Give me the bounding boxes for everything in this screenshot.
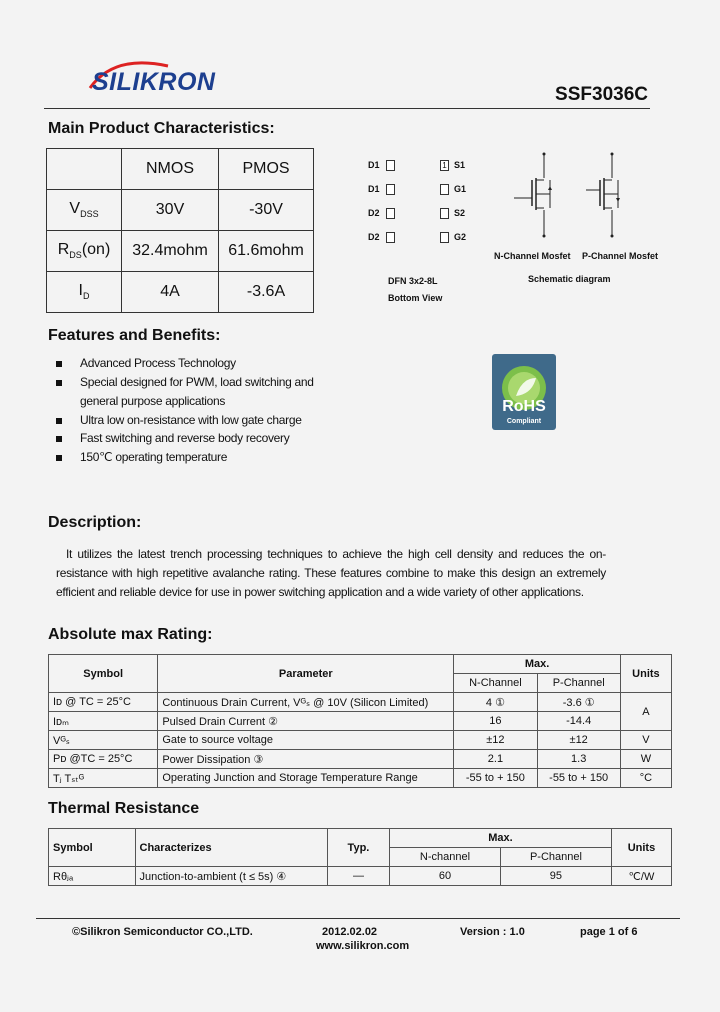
logo-text: SILIKRON bbox=[92, 68, 216, 96]
mpc-rdson-pmos: 61.6mohm bbox=[219, 231, 314, 272]
mpc-symbol-id: $I_D$ bbox=[47, 272, 122, 313]
table-row bbox=[49, 712, 672, 731]
feature-item: Ultra low on-resistance with low gate charge bbox=[56, 413, 302, 427]
amr-cell-units: V bbox=[620, 731, 671, 750]
pin-left-4: D2 bbox=[368, 232, 380, 242]
pin-left-3: D2 bbox=[368, 208, 380, 218]
rohs-label: RoHS bbox=[502, 398, 546, 415]
footer-divider bbox=[36, 918, 680, 919]
description-text: It utilizes the latest trench processing techniques to achieve the high cell density and reduces the on-resistance with high repetitive avalanche rating. These features combine to make this design an extremely efficient and reliable device for use in power switching application and a wide variety of other applications. bbox=[56, 547, 606, 599]
amr-header-n: N-Channel bbox=[454, 674, 537, 693]
abs-max-table bbox=[48, 654, 672, 788]
amr-cell-n: 16 bbox=[454, 712, 537, 731]
package-view: Bottom View bbox=[388, 293, 443, 303]
pad-icon bbox=[440, 184, 449, 195]
amr-cell-p: -55 to + 150 bbox=[537, 769, 620, 788]
amr-header-max: Max. bbox=[454, 655, 621, 674]
feature-item: Fast switching and reverse body recovery bbox=[56, 431, 289, 445]
description-title: Description: bbox=[48, 514, 142, 531]
table-row bbox=[49, 750, 672, 769]
amr-header-units: Units bbox=[620, 655, 671, 693]
mpc-rdson-nmos: 32.4mohm bbox=[122, 231, 219, 272]
thr-header-units: Units bbox=[611, 829, 671, 867]
amr-cell-p: -3.6 ① bbox=[537, 693, 620, 712]
mpc-vdss-nmos: 30V bbox=[122, 190, 219, 231]
thr-cell-char: Junction-to-ambient (t ≤ 5s) ④ bbox=[135, 867, 327, 886]
thr-header-max: Max. bbox=[390, 829, 612, 848]
mpc-symbol-vdss: $V_{DSS}$ bbox=[47, 190, 122, 231]
footer-date: 2012.02.02 bbox=[322, 926, 378, 938]
amr-cell-symbol: Pᴅ @TC = 25°C bbox=[49, 750, 158, 769]
company-logo bbox=[84, 62, 216, 100]
pin-left-1: D1 bbox=[368, 160, 380, 170]
abs-max-title: Absolute max Rating: bbox=[48, 626, 213, 643]
bullet-icon bbox=[56, 455, 62, 461]
amr-cell-symbol: Iᴅ @ TC = 25°C bbox=[49, 693, 158, 712]
amr-cell-n: ±12 bbox=[454, 731, 537, 750]
amr-cell-parameter: Pulsed Drain Current ② bbox=[158, 712, 454, 731]
main-characteristics-table bbox=[46, 148, 314, 313]
rohs-badge bbox=[492, 354, 556, 430]
package-pinout bbox=[368, 158, 470, 254]
n-channel-mosfet-icon bbox=[506, 150, 566, 242]
bullet-icon bbox=[56, 380, 62, 386]
amr-cell-units: °C bbox=[620, 769, 671, 788]
mpc-vdss-pmos: -30V bbox=[219, 190, 314, 231]
pad-icon bbox=[386, 232, 395, 243]
amr-cell-parameter: Continuous Drain Current, Vᴳₛ @ 10V (Silicon Limited) bbox=[158, 693, 454, 712]
thr-header-typ: Typ. bbox=[327, 829, 389, 867]
amr-header-parameter: Parameter bbox=[158, 655, 454, 693]
pin-right-1: S1 bbox=[454, 160, 466, 170]
amr-cell-units: W bbox=[620, 750, 671, 769]
amr-cell-symbol: Iᴅₘ bbox=[49, 712, 158, 731]
schematic-caption: Schematic diagram bbox=[528, 274, 611, 284]
amr-cell-p: ±12 bbox=[537, 731, 620, 750]
pin-right-2: G1 bbox=[454, 184, 467, 194]
pad-icon bbox=[440, 232, 449, 243]
table-row bbox=[49, 769, 672, 788]
mpc-header-pmos: PMOS bbox=[219, 149, 314, 190]
thermal-title: Thermal Resistance bbox=[48, 800, 200, 817]
thr-header-symbol: Symbol bbox=[49, 829, 136, 867]
amr-cell-n: -55 to + 150 bbox=[454, 769, 537, 788]
thr-cell-p: 95 bbox=[500, 867, 611, 886]
bullet-icon bbox=[56, 361, 62, 367]
table-row bbox=[49, 867, 672, 886]
amr-cell-parameter: Power Dissipation ③ bbox=[158, 750, 454, 769]
amr-cell-symbol: Vᴳₛ bbox=[49, 731, 158, 750]
bullet-icon bbox=[56, 436, 62, 442]
pin-right-4: G2 bbox=[454, 232, 467, 242]
footer-website[interactable]: www.silikron.com bbox=[316, 940, 410, 952]
amr-cell-units: A bbox=[620, 693, 671, 731]
thr-cell-units: ℃/W bbox=[611, 867, 671, 886]
pad-icon bbox=[386, 208, 395, 219]
pin-left-2: D1 bbox=[368, 184, 380, 194]
mpc-symbol-rdson: $R_{DS}(on)$ bbox=[47, 231, 122, 272]
amr-cell-parameter: Gate to source voltage bbox=[158, 731, 454, 750]
header-divider bbox=[44, 108, 650, 109]
p-channel-label: P-Channel Mosfet bbox=[582, 251, 659, 261]
feature-item: Advanced Process Technology bbox=[56, 356, 236, 370]
features-title: Features and Benefits: bbox=[48, 327, 221, 344]
rohs-sub: Compliant bbox=[506, 418, 542, 425]
amr-cell-n: 4 ① bbox=[454, 693, 537, 712]
part-number: SSF3036C bbox=[555, 84, 648, 105]
bullet-icon bbox=[56, 418, 62, 424]
footer-page: page 1 of 6 bbox=[580, 926, 638, 938]
pad-icon bbox=[386, 160, 395, 171]
mpc-header-blank bbox=[47, 149, 122, 190]
pad-icon bbox=[440, 208, 449, 219]
amr-cell-n: 2.1 bbox=[454, 750, 537, 769]
amr-cell-symbol: Tⱼ Tₛₜᴳ bbox=[49, 769, 158, 788]
feature-item-continued: general purpose applications bbox=[80, 394, 226, 408]
thr-header-n: N-channel bbox=[390, 848, 501, 867]
pad-icon bbox=[386, 184, 395, 195]
thr-cell-typ: — bbox=[327, 867, 389, 886]
main-characteristics-title: Main Product Characteristics: bbox=[48, 120, 275, 137]
mpc-id-nmos: 4A bbox=[122, 272, 219, 313]
pin1-marker: 1 bbox=[440, 160, 449, 171]
thr-header-char: Characterizes bbox=[135, 829, 327, 867]
footer-company: ©Silikron Semiconductor CO.,LTD. bbox=[72, 926, 253, 938]
pin-right-3: S2 bbox=[454, 208, 466, 218]
p-channel-mosfet-icon bbox=[582, 150, 642, 242]
thr-cell-symbol: Rθⱼₐ bbox=[49, 867, 136, 886]
thermal-table bbox=[48, 828, 672, 886]
amr-cell-p: -14.4 bbox=[537, 712, 620, 731]
feature-item: Special designed for PWM, load switching and bbox=[56, 375, 314, 389]
package-name: DFN 3x2-8L bbox=[388, 276, 438, 286]
thr-cell-n: 60 bbox=[390, 867, 501, 886]
amr-cell-p: 1.3 bbox=[537, 750, 620, 769]
thr-header-p: P-Channel bbox=[500, 848, 611, 867]
amr-cell-parameter: Operating Junction and Storage Temperature Range bbox=[158, 769, 454, 788]
amr-header-symbol: Symbol bbox=[49, 655, 158, 693]
feature-item: 150℃ operating temperature bbox=[56, 450, 227, 464]
n-channel-label: N-Channel Mosfet bbox=[494, 251, 571, 261]
table-row bbox=[49, 693, 672, 712]
amr-header-p: P-Channel bbox=[537, 674, 620, 693]
mpc-header-nmos: NMOS bbox=[122, 149, 219, 190]
mpc-id-pmos: -3.6A bbox=[219, 272, 314, 313]
table-row bbox=[49, 731, 672, 750]
footer-version: Version : 1.0 bbox=[460, 926, 525, 938]
